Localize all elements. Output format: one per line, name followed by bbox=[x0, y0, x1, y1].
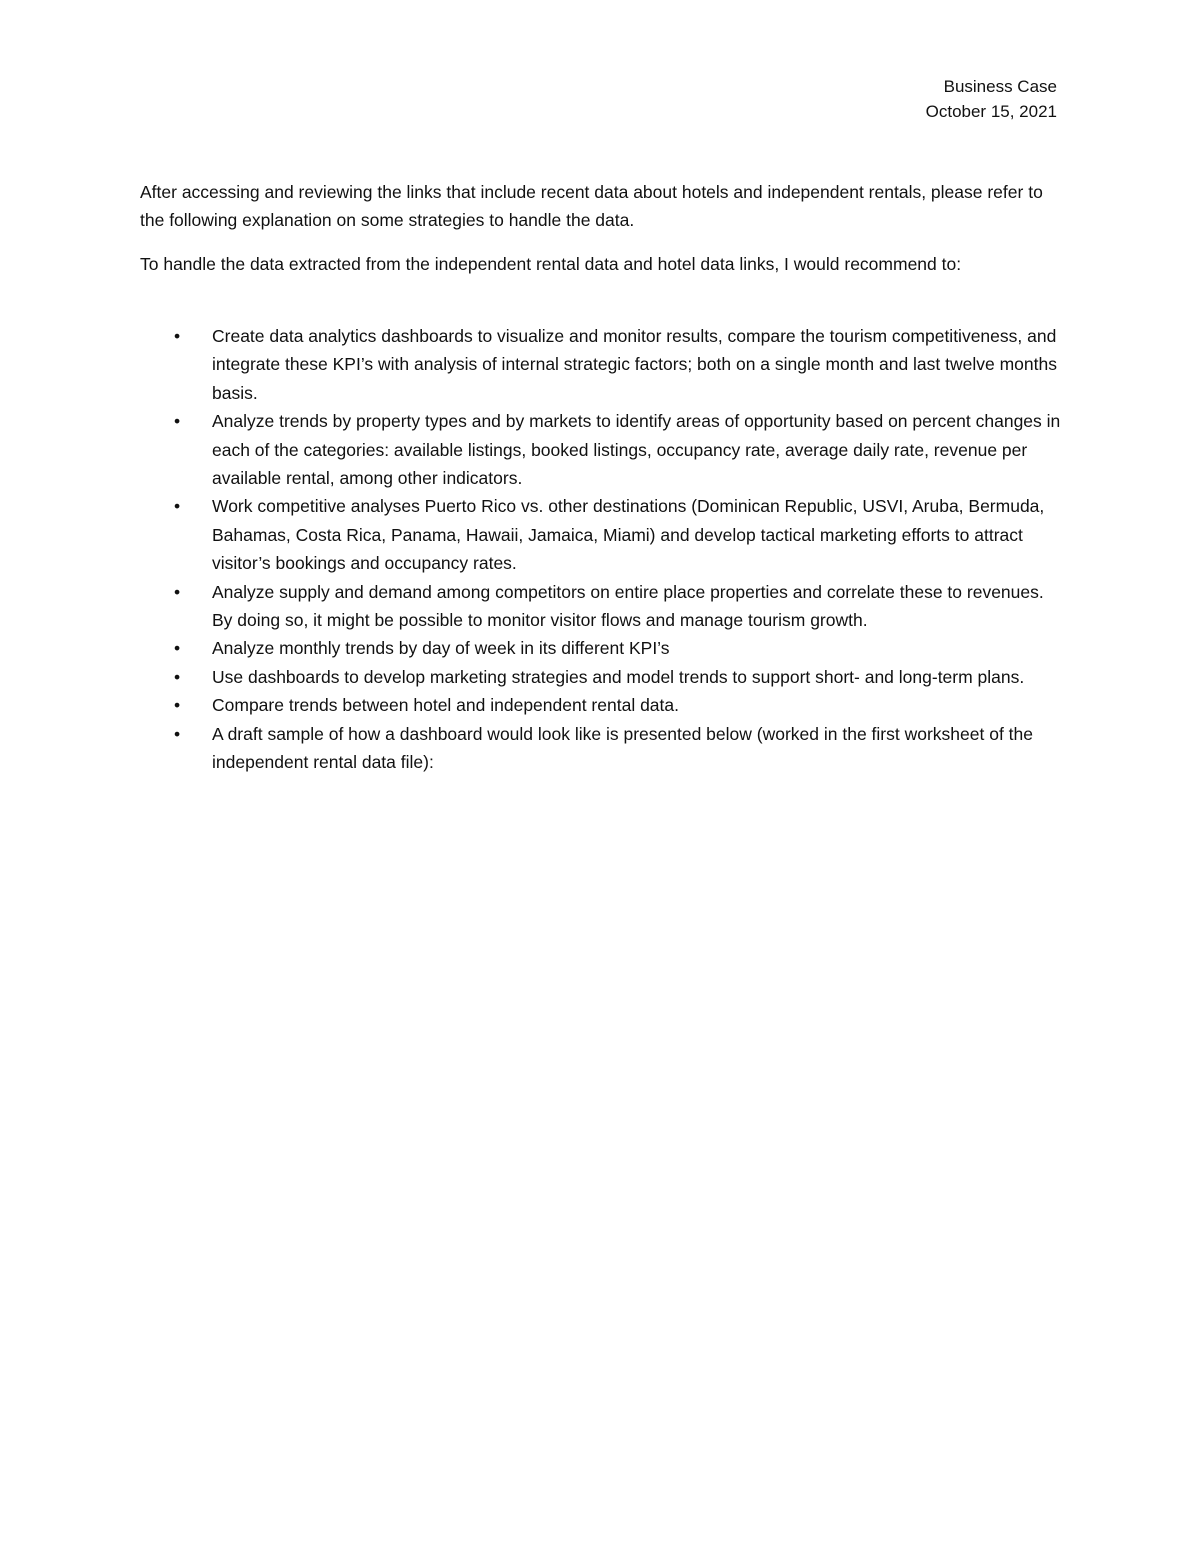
list-item: • Work competitive analyses Puerto Rico vs. other destinations (Dominican Republic, USVI, Aruba, Bermuda, Bahamas, Costa Rica, Panama, Hawaii, Jamaica, Miami) and develop tactical marketing efforts to attract visitor’s bookings and occupancy rates. bbox=[140, 492, 1065, 577]
bullet-icon: • bbox=[174, 581, 181, 602]
list-item: • Analyze supply and demand among competitors on entire place properties and correlate these to revenues. By doing so, it might be possible to monitor visitor flows and manage tourism growth. bbox=[140, 578, 1065, 635]
recommendation-list bbox=[140, 322, 1065, 777]
bullet-icon: • bbox=[174, 411, 181, 432]
dashboard-sample-grid bbox=[70, 872, 1150, 1412]
document-header bbox=[926, 74, 1057, 124]
bullet-icon: • bbox=[174, 666, 181, 687]
header-date: October 15, 2021 bbox=[925, 102, 1057, 121]
list-item: • Analyze trends by property types and by markets to identify areas of opportunity based on percent changes in each of the categories: available listings, booked listings, occupancy rate, average daily rate, revenue per available rental, among other indicators. bbox=[140, 407, 1065, 492]
list-item: • Use dashboards to develop marketing strategies and model trends to support short- and long-term plans. bbox=[140, 663, 1065, 691]
header-title: Business Case bbox=[943, 77, 1057, 96]
bullet-icon: • bbox=[174, 723, 181, 744]
list-item: • A draft sample of how a dashboard would look like is presented below (worked in the first worksheet of the independent rental data file): bbox=[140, 720, 1065, 777]
bullet-icon: • bbox=[174, 695, 181, 716]
list-item: • Compare trends between hotel and independent rental data. bbox=[140, 691, 1065, 719]
list-item: • Analyze monthly trends by day of week in its different KPI’s bbox=[140, 634, 1065, 662]
intro-paragraph-1: After accessing and reviewing the links that include recent data about hotels and independent rentals, please refer to the following explanation on some strategies to handle the data. bbox=[140, 182, 1043, 230]
bullet-icon: • bbox=[174, 638, 181, 659]
list-item: • Create data analytics dashboards to visualize and monitor results, compare the tourism competitiveness, and integrate these KPI’s with analysis of internal strategic factors; both on a single month and last twelve months basis. bbox=[140, 322, 1065, 407]
bullet-icon: • bbox=[174, 496, 181, 517]
intro-paragraph-2: To handle the data extracted from the independent rental data and hotel data links, I would recommend to: bbox=[140, 254, 962, 274]
bullet-icon: • bbox=[174, 326, 181, 346]
